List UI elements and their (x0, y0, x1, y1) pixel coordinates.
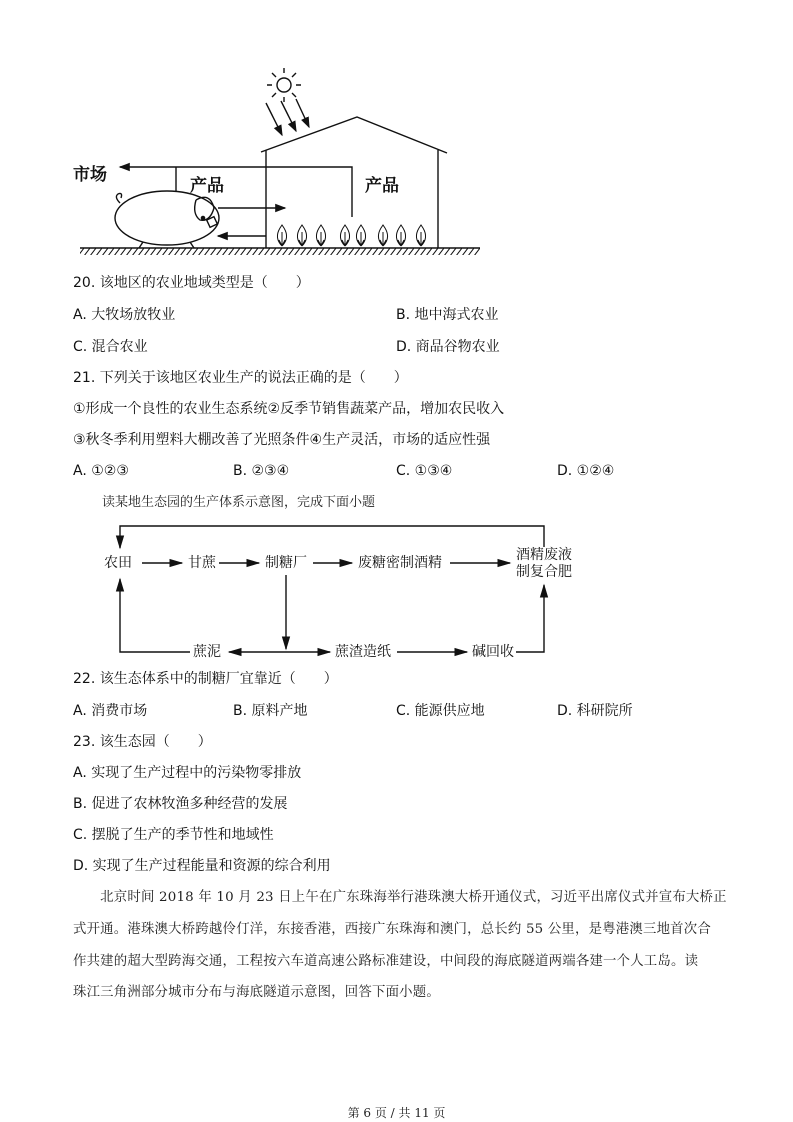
question-20-option-a[interactable]: A. 大牧场放牧业 (73, 307, 176, 323)
question-21-option-d[interactable]: D. ①②④ (557, 463, 615, 479)
passage-line: 式开通。港珠澳大桥跨越伶仃洋，东接香港，西接广东珠海和澳门，总长约 55 公里，是粤港澳三地首次合 (73, 922, 711, 937)
question-21-statement: ①形成一个良性的农业生态系统②反季节销售蔬菜产品，增加农民收入 (73, 401, 505, 417)
question-23-option-c[interactable]: C. 摆脱了生产的季节性和地域性 (73, 827, 274, 843)
question-21-option-a[interactable]: A. ①②③ (73, 463, 129, 479)
passage-line: 珠江三角洲部分城市分布与海底隧道示意图，回答下面小题。 (73, 985, 440, 1000)
question-20-option-b[interactable]: B. 地中海式农业 (396, 307, 499, 323)
question-22-option-c[interactable]: C. 能源供应地 (396, 703, 485, 719)
question-23-option-d[interactable]: D. 实现了生产过程能量和资源的综合利用 (73, 858, 331, 874)
product-label: 产品 (365, 176, 399, 196)
flow-node-sugar-mill: 制糖厂 (265, 555, 307, 571)
flow-node-farmland: 农田 (104, 555, 132, 571)
question-23-stem: 23. 该生态园（ ） (73, 734, 212, 750)
question-20-stem: 20. 该地区的农业地域类型是（ ） (73, 275, 310, 291)
question-22-option-d[interactable]: D. 科研院所 (557, 703, 633, 719)
passage-line: 作共建的超大型跨海交通，工程按六车道高速公路标准建设，中间段的海底隧道两端各建一个人工岛。读 (73, 954, 699, 969)
question-23-option-a[interactable]: A. 实现了生产过程中的污染物零排放 (73, 765, 302, 781)
question-21-statement: ③秋冬季利用塑料大棚改善了光照条件④生产灵活，市场的适应性强 (73, 432, 491, 448)
question-22-option-a[interactable]: A. 消费市场 (73, 703, 148, 719)
question-22-stem: 22. 该生态体系中的制糖厂宜靠近（ ） (73, 671, 338, 687)
question-21-option-c[interactable]: C. ①③④ (396, 463, 453, 479)
product-label: 产品 (190, 176, 224, 196)
question-20-option-c[interactable]: C. 混合农业 (73, 339, 148, 355)
flow-node-alkali-recovery: 碱回收 (472, 644, 514, 660)
flow-node-bagasse-paper: 蔗渣造纸 (335, 644, 391, 660)
passage-line: 北京时间 2018 年 10 月 23 日上午在广东珠海举行港珠澳大桥开通仪式，习近平出席仪式并宣布大桥正 (73, 890, 727, 905)
market-label: 市场 (73, 165, 107, 185)
flow-node-compound-fertilizer: 制复合肥 (516, 564, 572, 580)
question-21-stem: 21. 下列关于该地区农业生产的说法正确的是（ ） (73, 370, 408, 386)
flow-node-waste-liquid: 酒精废液 (516, 547, 572, 563)
question-22-option-b[interactable]: B. 原料产地 (233, 703, 308, 719)
page-footer: 第 6 页 / 共 11 页 (347, 1106, 446, 1120)
question-21-option-b[interactable]: B. ②③④ (233, 463, 290, 479)
question-23-option-b[interactable]: B. 促进了农林牧渔多种经营的发展 (73, 796, 288, 812)
flow-node-cane-mud: 蔗泥 (193, 644, 221, 660)
flow-node-sugarcane: 甘蔗 (188, 555, 216, 571)
question-20-option-d[interactable]: D. 商品谷物农业 (396, 339, 500, 355)
flow-node-molasses-alcohol: 废糖密制酒精 (358, 555, 442, 571)
intro-ecological-park: 读某地生态园的生产体系示意图，完成下面小题 (102, 495, 376, 510)
